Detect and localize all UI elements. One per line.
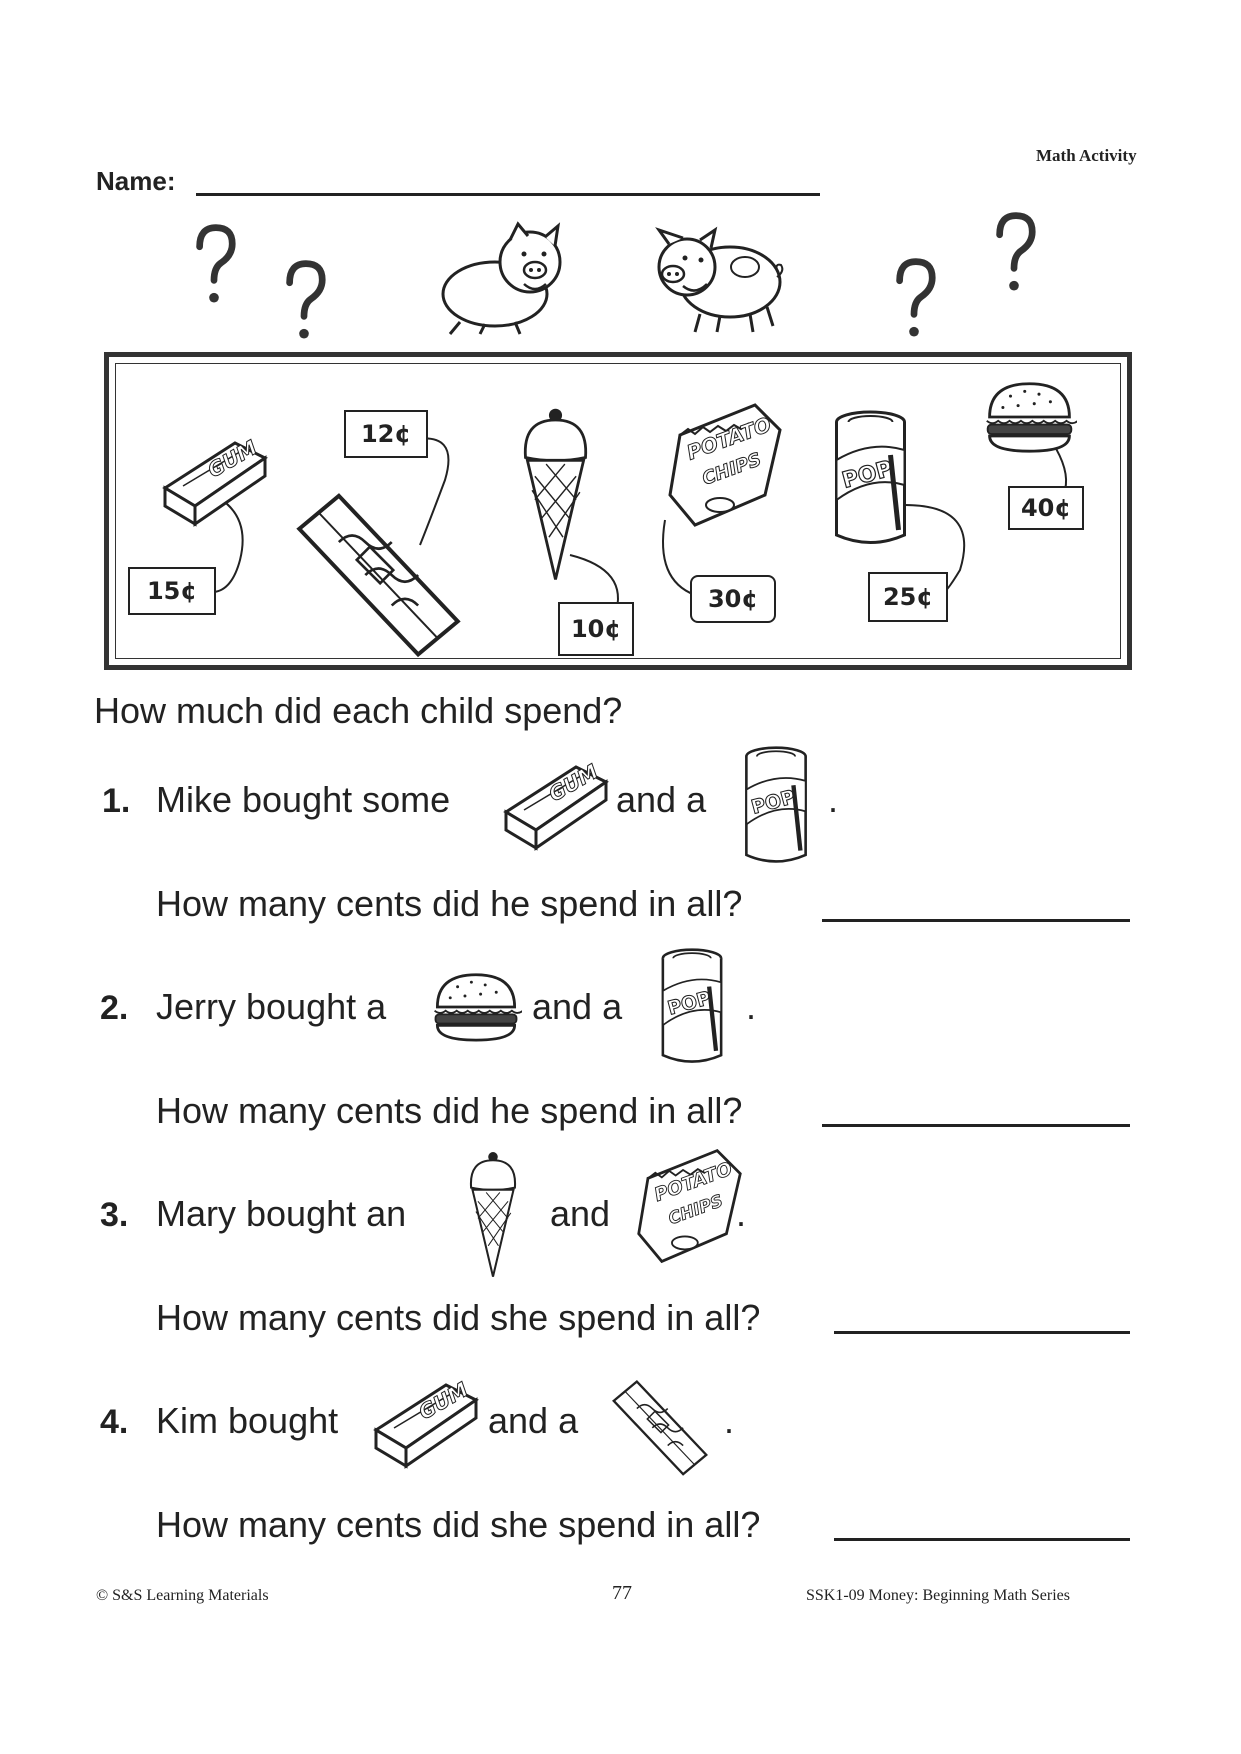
- question-text: Mary bought an: [156, 1193, 407, 1234]
- price-tag-chips: 30¢: [690, 575, 776, 623]
- followup-question: How many cents did she spend in all?: [156, 1297, 761, 1338]
- ice-cream-cone-icon: [462, 1150, 524, 1280]
- pop-can-icon: [740, 746, 812, 868]
- price-tag-ice-cream: 10¢: [558, 602, 634, 656]
- candy-bar-icon: [600, 1370, 720, 1478]
- question-text: Mike bought some: [156, 779, 451, 820]
- potato-chips-icon: [660, 400, 790, 530]
- question-text: and a: [616, 779, 707, 820]
- answer-field-2[interactable]: [822, 1124, 1130, 1127]
- pig-icon: [645, 222, 785, 337]
- name-field[interactable]: [196, 193, 820, 196]
- footer-series: SSK1-09 Money: Beginning Math Series: [806, 1587, 1070, 1604]
- price-tag-candy-bar: 12¢: [344, 410, 428, 458]
- page-number: 77: [612, 1582, 632, 1604]
- question-text: and a: [488, 1400, 579, 1441]
- question-end: .: [746, 986, 757, 1027]
- followup-question: How many cents did she spend in all?: [156, 1504, 761, 1545]
- page-heading: How much did each child spend?: [94, 690, 623, 731]
- gum-icon: [155, 428, 275, 528]
- gum-icon: [496, 752, 616, 852]
- activity-label: Math Activity: [1036, 146, 1137, 165]
- question-end: .: [828, 779, 839, 820]
- answer-field-1[interactable]: [822, 919, 1130, 922]
- question-end: .: [736, 1193, 747, 1234]
- pop-can-icon: [828, 410, 913, 550]
- gum-icon: [366, 1370, 486, 1470]
- question-mark-icon: [990, 210, 1038, 298]
- question-text: Jerry bought a: [156, 986, 387, 1027]
- question-number: 3.: [100, 1196, 129, 1234]
- price-tag-gum: 15¢: [128, 567, 216, 615]
- followup-question: How many cents did he spend in all?: [156, 883, 743, 924]
- question-number: 4.: [100, 1403, 129, 1441]
- question-mark-icon: [190, 222, 238, 310]
- question-number: 1.: [102, 782, 131, 820]
- price-tag-pop: 25¢: [868, 572, 948, 622]
- pop-can-icon: [657, 948, 727, 1068]
- footer-publisher: © S&S Learning Materials: [96, 1587, 269, 1604]
- question-mark-icon: [280, 258, 328, 346]
- question-number: 2.: [100, 989, 129, 1027]
- hamburger-icon: [982, 378, 1077, 456]
- potato-chips-icon: [632, 1146, 747, 1266]
- answer-field-3[interactable]: [834, 1331, 1130, 1334]
- candy-bar-icon: [286, 476, 471, 661]
- question-mark-icon: [890, 256, 938, 344]
- pig-icon: [440, 222, 580, 337]
- question-text: Kim bought: [156, 1400, 339, 1441]
- question-text: and a: [532, 986, 623, 1027]
- answer-field-4[interactable]: [834, 1538, 1130, 1541]
- price-tag-hamburger: 40¢: [1008, 486, 1084, 530]
- question-end: .: [724, 1400, 735, 1441]
- ice-cream-cone-icon: [518, 400, 593, 590]
- followup-question: How many cents did he spend in all?: [156, 1090, 743, 1131]
- question-text: and: [550, 1193, 611, 1234]
- hamburger-icon: [430, 970, 522, 1044]
- name-label: Name:: [96, 166, 176, 196]
